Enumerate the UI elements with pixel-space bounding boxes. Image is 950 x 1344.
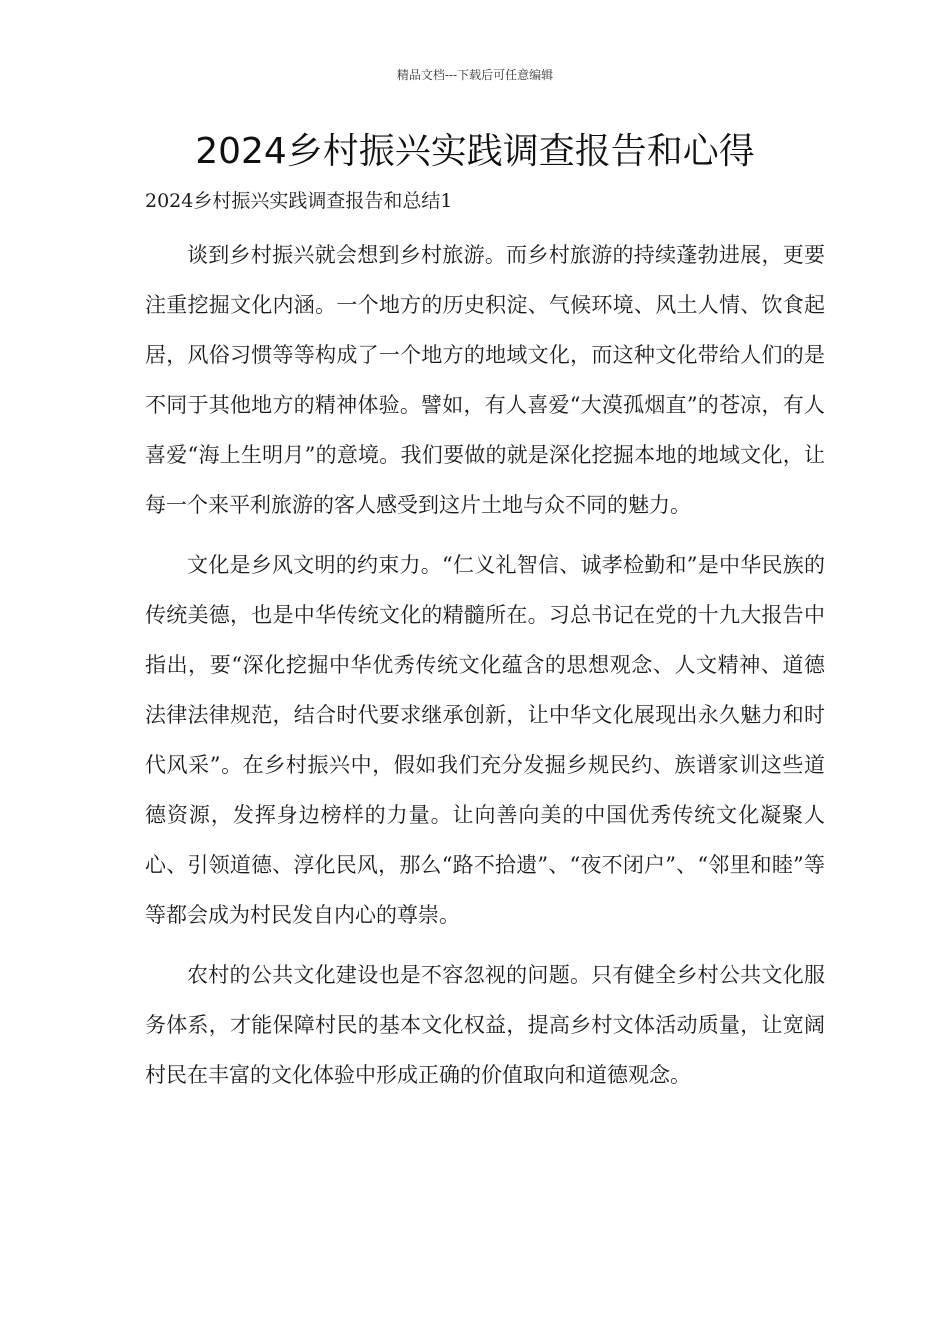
document-body [145, 230, 825, 1110]
paragraph-1: 谈到乡村振兴就会想到乡村旅游。而乡村旅游的持续蓬勃进展，更要注重挖掘文化内涵。一个地方的历史积淀、气候环境、风土人情、饮食起居，风俗习惯等等构成了一个地方的地域文化，而这种文化带给人们的是不同于其他地方的精神体验。譬如，有人喜爱“大漠孤烟直”的苍凉，有人喜爱“海上生明月”的意境。我们要做的就是深化挖掘本地的地域文化，让每一个来平利旅游的客人感受到这片土地与众不同的魅力。 [145, 243, 825, 517]
document-subtitle: 2024乡村振兴实践调查报告和总结1 [145, 190, 453, 212]
document-title: 2024乡村振兴实践调查报告和心得 [195, 131, 755, 172]
paragraph-3: 农村的公共文化建设也是不容忽视的问题。只有健全乡村公共文化服务体系，才能保障村民的基本文化权益，提高乡村文体活动质量，让宽阔村民在丰富的文化体验中形成正确的价值取向和道德观念。 [145, 963, 825, 1087]
paragraph-2: 文化是乡风文明的约束力。“仁义礼智信、诚孝检勤和”是中华民族的传统美德，也是中华传统文化的精髓所在。习总书记在党的十九大报告中指出，要“深化挖掘中华优秀传统文化蕴含的思想观念、人文精神、道德法律法律规范，结合时代要求继承创新，让中华文化展现出永久魅力和时代风采”。在乡村振兴中，假如我们充分发掘乡规民约、族谱家训这些道德资源，发挥身边榜样的力量。让向善向美的中国优秀传统文化凝聚人心、引领道德、淳化民风，那么“路不拾遗”、“夜不闭户”、“邻里和睦”等等都会成为村民发自内心的尊崇。 [145, 553, 825, 927]
header-note: 精品文档---下载后可任意编辑 [396, 68, 554, 82]
